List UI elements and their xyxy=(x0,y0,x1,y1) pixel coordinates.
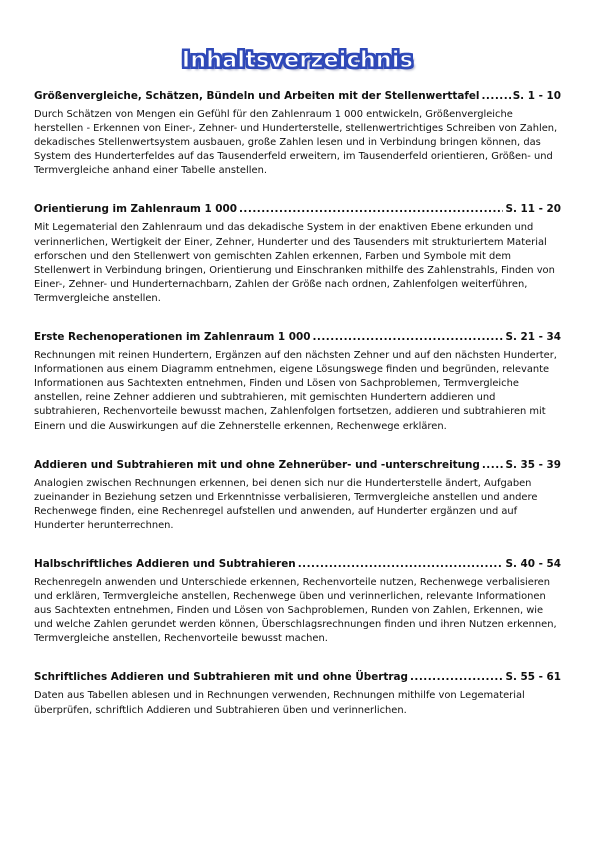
toc-entry-description: Mit Legematerial den Zahlenraum und das dekadische System in der enaktiven Ebene erkunden und verinnerlichen, Wertigkeit der Einer, Zehner, Hunderter und des Tausenders mit strukturiertem Material erforschen und den Stellenwert von gemischten Zahlen erkennen, Farben und Symbole mit dem Stellenwert in Verbindung bringen, Orientierung und Einschranken mithilfe des Zahlenstrahls, Finden von Einer-, Zehner- und Hunderternachbarn, Zahlen der Größe nach ordnen, Zahlenfolgen weiterführen, Termvergleiche anstellen. xyxy=(34,222,555,304)
toc-entry-pages: S. 21 - 34 xyxy=(505,331,561,344)
toc-leader-dots xyxy=(312,330,503,344)
toc-entry-pages: S. 40 - 54 xyxy=(505,557,561,570)
toc-entry-pages: S. 1 - 10 xyxy=(512,90,561,102)
title-wrap xyxy=(34,46,561,75)
toc-entry-description: Rechenregeln anwenden und Unterschiede erkennen, Rechenvorteile nutzen, Rechenwege verbalisieren und erklären, Termvergleiche anstellen, Rechenwege üben und verinnerlichen, relevante Informationen aus Sachtexten entnehmen, Finden und Lösen von Sachproblemen, Runden von Zahlen, Erkennen, wie und welche Zahlen gerundet werden können, Überschlagsrechnungen finden und ihren Nutzen erkennen, Termvergleiche anstellen, Rechenvorteile bewusst machen. xyxy=(34,576,557,645)
toc-section xyxy=(34,670,561,717)
toc-leader-dots xyxy=(482,458,504,472)
toc-leader-dots xyxy=(481,89,510,103)
toc-entry-description: Daten aus Tabellen ablesen und in Rechnungen verwenden, Rechnungen mithilfe von Legematerial überprüfen, schriftlich Addieren und Subtrahieren üben und verinnerlichen. xyxy=(34,690,525,716)
toc-entry-heading xyxy=(34,557,561,571)
toc-entry-pages: S. 55 - 61 xyxy=(505,671,561,684)
toc-entry-description: Rechnungen mit reinen Hundertern, Ergänzen auf den nächsten Zehner und auf den nächsten Hunderter, Informationen aus einem Diagramm entnehmen, eigene Lösungswege finden und begründen, relevante Informationen aus Sachtexten entnehmen, Finden und Lösen von Sachproblemen, Termvergleiche anstellen, reine Zehner addieren und subtrahieren, mit gemischten Hundertern addieren und subtrahieren, Rechenvorteile bewusst machen, Zahlenfolgen fortsetzen, addieren und subtrahieren mit Einern und die Auswirkungen auf die Zehnerstelle erkennen, Rechenwege erklären. xyxy=(34,350,557,432)
toc-section xyxy=(34,557,561,646)
toc-entry-description: Durch Schätzen von Mengen ein Gefühl für den Zahlenraum 1 000 entwickeln, Größenvergleiche herstellen - Erkennen von Einer-, Zehner- und Hunderterstelle, stellenwertrichtiges Schreiben von Zahlen, dekadisches Stellenwertsystem ausbauen, große Zahlen lesen und in Verbindung bringen können, das System des Hunderterfeldes auf das Tausenderfeld erweitern, im Tausenderfeld orientieren, Größen- und Termvergleiche anhand einer Tabelle anstellen. xyxy=(34,109,558,177)
toc-entry-title: Addieren und Subtrahieren mit und ohne Zehnerüber- und -unterschreitung xyxy=(34,458,480,471)
toc-section xyxy=(34,202,561,306)
toc-entry-pages: S. 35 - 39 xyxy=(505,458,561,471)
toc-section xyxy=(34,458,561,533)
toc-leader-dots xyxy=(298,557,504,571)
toc-entry-heading xyxy=(34,89,561,103)
toc-list xyxy=(34,89,561,718)
toc-entry-title: Schriftliches Addieren und Subtrahieren mit und ohne Übertrag xyxy=(34,671,408,684)
toc-entry-pages: S. 11 - 20 xyxy=(505,203,561,216)
toc-section xyxy=(34,330,561,434)
toc-entry-title: Erste Rechenoperationen im Zahlenraum 1 000 xyxy=(34,331,311,344)
toc-entry-heading xyxy=(34,670,561,684)
toc-entry-heading xyxy=(34,330,561,344)
toc-leader-dots xyxy=(239,202,504,216)
toc-entry-title: Orientierung im Zahlenraum 1 000 xyxy=(34,203,237,216)
toc-entry-title: Größenvergleiche, Schätzen, Bündeln und Arbeiten mit der Stellenwerttafel xyxy=(34,90,480,102)
toc-section xyxy=(34,89,561,178)
toc-leader-dots xyxy=(410,670,504,684)
toc-entry-title: Halbschriftliches Addieren und Subtrahieren xyxy=(34,557,296,570)
page-title: Inhaltsverzeichnis xyxy=(181,48,414,73)
toc-entry-description: Analogien zwischen Rechnungen erkennen, bei denen sich nur die Hunderterstelle ändert, Aufgaben zueinander in Beziehung setzen und Erkenntnisse verbalisieren, Termvergleiche anstellen und andere Rechenwege finden, eine Rechenregel aufstellen und anwenden, auf Hunderter ergänzen und auf Hunderter herunterrechnen. xyxy=(34,477,538,531)
toc-entry-heading xyxy=(34,202,561,216)
toc-entry-heading xyxy=(34,458,561,472)
